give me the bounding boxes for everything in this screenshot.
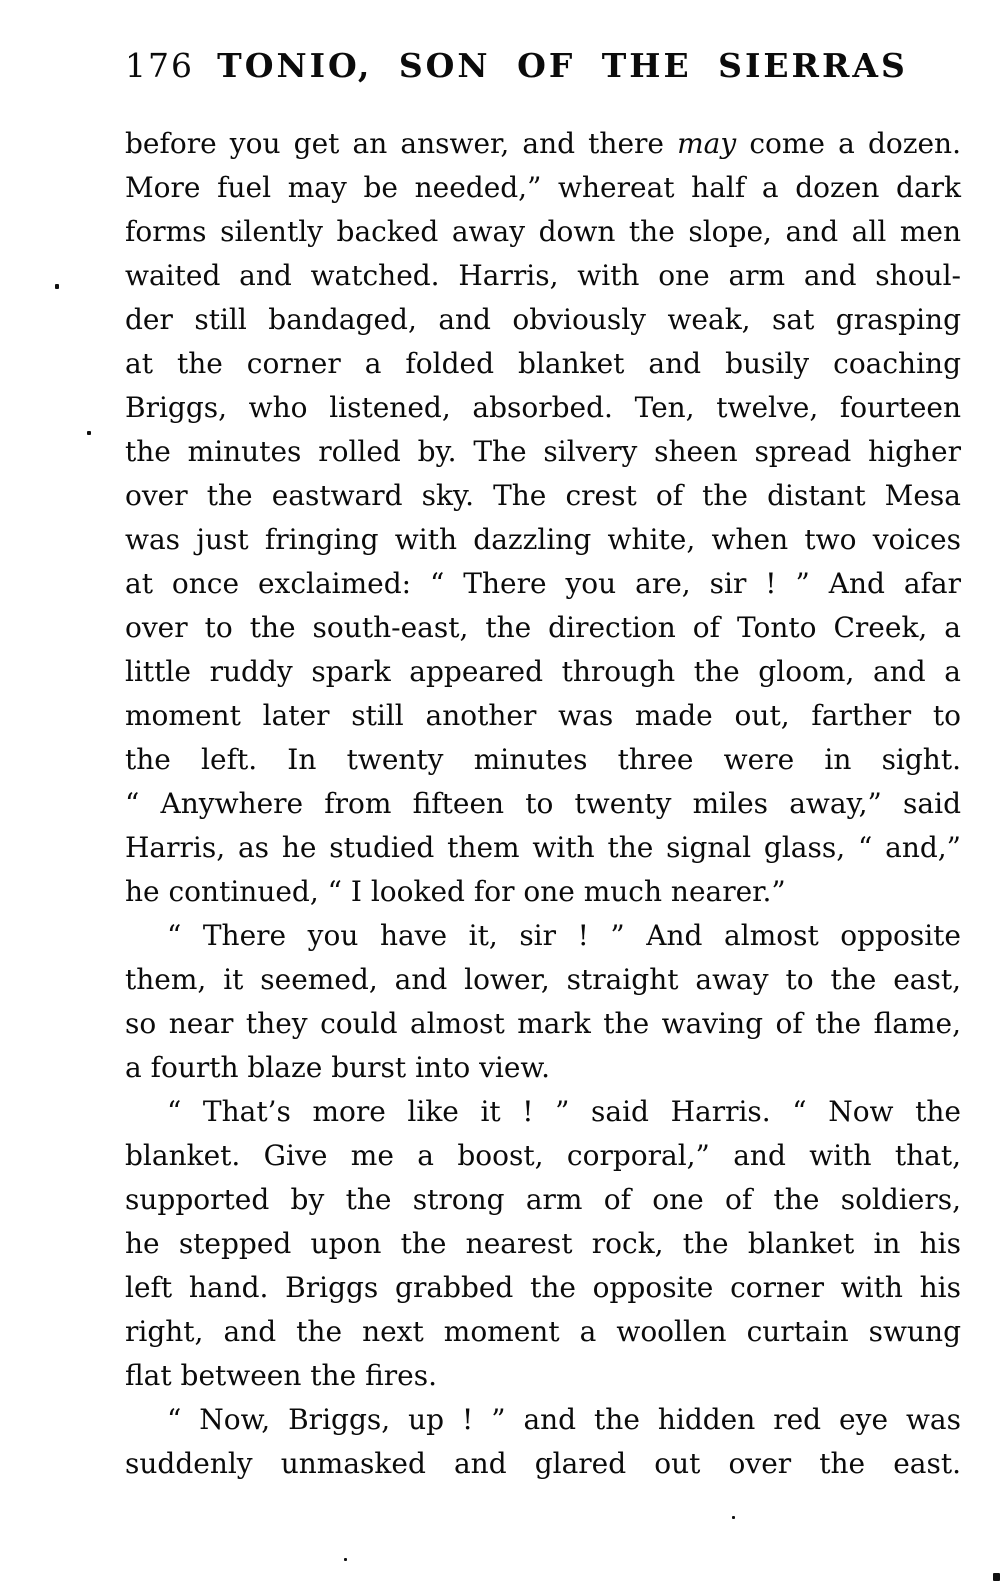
scan-artifact	[732, 1516, 735, 1519]
text-line	[125, 870, 961, 914]
text-segment: he stepped upon the nearest rock, the blanket in his	[125, 1227, 961, 1260]
text-line	[125, 826, 961, 870]
text-segment: at once exclaimed: “ There you are, sir ! ” And afar	[125, 567, 961, 600]
text-line	[125, 1266, 961, 1310]
text-line	[125, 122, 961, 166]
running-head	[0, 46, 1000, 92]
text-line	[125, 650, 961, 694]
text-segment: waited and watched. Harris, with one arm and shoul-	[125, 259, 961, 292]
text-line	[125, 518, 961, 562]
text-line	[125, 1442, 961, 1486]
text-segment: right, and the next moment a woollen curtain swung	[125, 1315, 961, 1348]
text-line	[125, 474, 961, 518]
text-segment: at the corner a folded blanket and busily coaching	[125, 347, 961, 380]
text-line	[125, 1310, 961, 1354]
text-segment: little ruddy spark appeared through the gloom, and a	[125, 655, 961, 688]
text-line	[125, 166, 961, 210]
text-line	[125, 1178, 961, 1222]
text-segment: blanket. Give me a boost, corporal,” and with that,	[125, 1139, 961, 1172]
text-segment: over to the south-east, the direction of Tonto Creek, a	[125, 611, 961, 644]
text-line	[125, 386, 961, 430]
text-segment: he continued, “ I looked for one much nearer.”	[125, 875, 786, 908]
text-line	[125, 738, 961, 782]
text-line	[125, 694, 961, 738]
text-segment: the minutes rolled by. The silvery sheen spread higher	[125, 435, 961, 468]
text-line	[125, 254, 961, 298]
text-segment: left hand. Briggs grabbed the opposite corner with his	[125, 1271, 961, 1304]
scan-artifact	[344, 1558, 347, 1561]
scan-artifact	[55, 284, 59, 289]
text-segment: Briggs, who listened, absorbed. Ten, twelve, fourteen	[125, 391, 961, 424]
text-line	[125, 1090, 961, 1134]
text-segment: them, it seemed, and lower, straight away to the east,	[125, 963, 961, 996]
text-line	[125, 562, 961, 606]
text-line	[125, 958, 961, 1002]
page-body	[125, 122, 961, 1486]
text-segment: forms silently backed away down the slope, and all men	[125, 215, 961, 248]
text-segment: before you get an answer, and there	[125, 127, 678, 160]
text-segment: “ Now, Briggs, up ! ” and the hidden red eye was	[167, 1403, 961, 1436]
text-line	[125, 606, 961, 650]
text-segment: der still bandaged, and obviously weak, sat grasping	[125, 303, 961, 336]
text-segment: so near they could almost mark the waving of the flame,	[125, 1007, 961, 1040]
text-segment: a fourth blaze burst into view.	[125, 1051, 550, 1084]
text-segment: suddenly unmasked and glared out over the east.	[125, 1447, 961, 1480]
text-line	[125, 914, 961, 958]
scan-artifact	[87, 431, 91, 435]
page-number: 176	[125, 46, 194, 85]
text-segment: over the eastward sky. The crest of the distant Mesa	[125, 479, 961, 512]
text-line	[125, 298, 961, 342]
text-segment: flat between the fires.	[125, 1359, 437, 1392]
text-line	[125, 1354, 961, 1398]
text-segment: was just fringing with dazzling white, when two voices	[125, 523, 961, 556]
running-title: TONIO, SON OF THE SIERRAS	[217, 46, 908, 85]
scan-artifact	[993, 1573, 1000, 1581]
italic-text: may	[677, 127, 737, 160]
text-segment: come a dozen.	[736, 127, 961, 160]
text-line	[125, 1046, 961, 1090]
text-segment: the left. In twenty minutes three were in sight.	[125, 743, 961, 776]
text-segment: Harris, as he studied them with the signal glass, “ and,”	[125, 831, 961, 864]
text-segment: supported by the strong arm of one of the soldiers,	[125, 1183, 961, 1216]
text-segment: “ There you have it, sir ! ” And almost opposite	[167, 919, 961, 952]
text-line	[125, 210, 961, 254]
text-line	[125, 430, 961, 474]
text-segment: “ That’s more like it ! ” said Harris. “ Now the	[167, 1095, 961, 1128]
text-line	[125, 1398, 961, 1442]
text-segment: moment later still another was made out, farther to	[125, 699, 961, 732]
text-line	[125, 1002, 961, 1046]
text-segment: More fuel may be needed,” whereat half a dozen dark	[125, 171, 961, 204]
text-line	[125, 1222, 961, 1266]
text-line	[125, 1134, 961, 1178]
text-segment: “ Anywhere from fifteen to twenty miles away,” said	[125, 787, 961, 820]
text-line	[125, 342, 961, 386]
text-line	[125, 782, 961, 826]
